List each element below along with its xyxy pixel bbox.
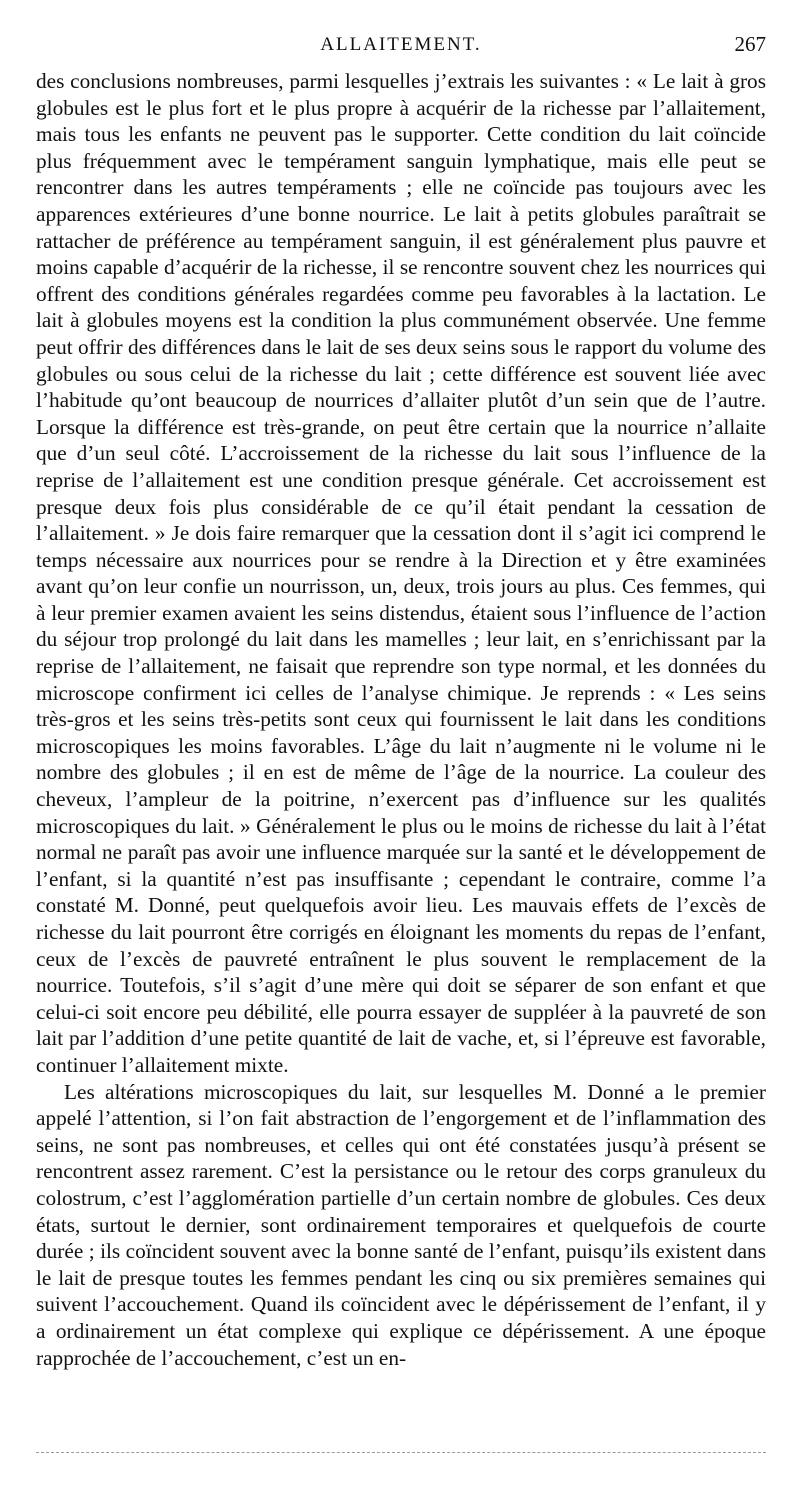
- paragraph-2: Les altérations microscopiques du lait, sur lesquelles M. Donné a le premier appelé l’attention, si l’on fait abstraction de l’engorgement et de l’inflammation des seins, ne sont pas nombreuses, et celles qui ont été constatées jusqu’à présent se rencontrent assez rarement. C’est la persistance ou le retour des corps granuleux du colostrum, c’est l’agglomération partielle d’un certain nombre de globules. Ces deux états, surtout le dernier, sont ordinairement temporaires et quelquefois de courte durée ; ils coïncident souvent avec la bonne santé de l’enfant, puisqu’ils existent dans le lait de presque toutes les femmes pendant les cinq ou six premières semaines qui suivent l’accouchement. Quand ils coïncident avec le dépérissement de l’enfant, il y a ordinairement un état complexe qui explique ce dépérissement. A une époque rapprochée de l’accouchement, c’est un en-: [36, 1079, 766, 1370]
- footer-dotted-rule: [36, 1452, 766, 1453]
- running-title: ALLAITEMENT.: [320, 34, 482, 55]
- page-header: [36, 28, 766, 68]
- paragraph-1: des conclusions nombreuses, parmi lesquelles j’extrais les suivantes : « Le lait à gros globules est le plus fort et le plus propre à acquérir de la richesse par l’allaitement, mais tous les enfants ne peuvent pas le supporter. Cette condition du lait coïncide plus fréquemment avec le tempérament sanguin lymphatique, mais elle peut se rencontrer dans les autres tempéraments ; elle ne coïncide pas toujours avec les apparences extérieures d’une bonne nourrice. Le lait à petits globules paraîtrait se rattacher de préférence au tempérament sanguin, il est généralement plus pauvre et moins capable d’acquérir de la richesse, il se rencontre souvent chez les nourrices qui offrent des conditions générales regardées comme peu favorables à la lactation. Le lait à globules moyens est la condition la plus communément observée. Une femme peut offrir des différences dans le lait de ses deux seins sous le rapport du volume des globules ou sous celui de la richesse du lait ; cette différence est souvent liée avec l’habitude qu’ont beaucoup de nourrices d’allaiter plutôt d’un sein que de l’autre. Lorsque la différence est très-grande, on peut être certain que la nourrice n’allaite que d’un seul côté. L’accroissement de la richesse du lait sous l’influence de la reprise de l’allaitement est une condition presque générale. Cet accroissement est presque deux fois plus considérable de ce qu’il était pendant la cessation de l’allaitement. » Je dois faire remarquer que la cessation dont il s’agit ici comprend le temps nécessaire aux nourrices pour se rendre à la Direction et y être examinées avant qu’on leur confie un nourrisson, un, deux, trois jours au plus. Ces femmes, qui à leur premier examen avaient les seins distendus, étaient sous l’influence de l’action du séjour trop prolongé du lait dans les mamelles ; leur lait, en s’enrichissant par la reprise de l’allaitement, ne faisait que reprendre son type normal, et les données du microscope confirment ici celles de l’analyse chimique. Je reprends : « Les seins très-gros et les seins très-petits sont ceux qui fournissent le lait dans les conditions microscopiques les moins favorables. L’âge du lait n’augmente ni le volume ni le nombre des globules ; il en est de même de l’âge de la nourrice. La couleur des cheveux, l’ampleur de la poitrine, n’exercent pas d’influence sur les qualités microscopiques du lait. » Généralement le plus ou le moins de richesse du lait à l’état normal ne paraît pas avoir une influence marquée sur la santé et le développement de l’enfant, si la quantité n’est pas insuffisante ; cependant le contraire, comme l’a constaté M. Donné, peut quelquefois avoir lieu. Les mauvais effets de l’excès de richesse du lait pourront être corrigés en éloignant les moments du repas de l’enfant, ceux de l’excès de pauvreté entraînent le plus souvent le remplacement de la nourrice. Toutefois, s’il s’agit d’une mère qui doit se séparer de son enfant et que celui-ci soit encore peu débilité, elle pourra essayer de suppléer à la pauvreté de son lait par l’addition d’une petite quantité de lait de vache, et, si l’épreuve est favorable, continuer l’allaitement mixte.: [36, 69, 766, 1077]
- page-number: 267: [734, 32, 766, 56]
- body-text: [36, 68, 766, 1371]
